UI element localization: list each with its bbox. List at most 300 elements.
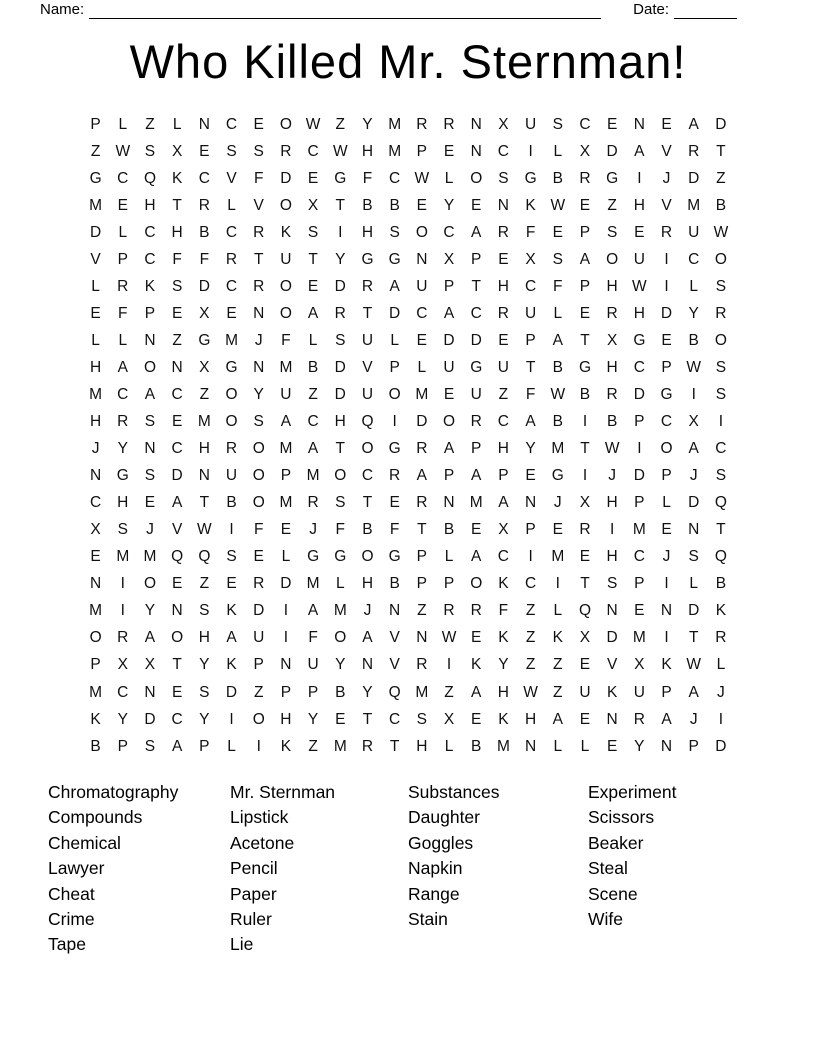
grid-cell: D: [688, 494, 700, 512]
grid-cell: D: [688, 602, 700, 620]
grid-cell: U: [688, 223, 700, 241]
grid-cell: C: [497, 413, 509, 431]
grid-cell: F: [308, 629, 318, 647]
grid-cell: W: [523, 683, 538, 701]
grid-row: [82, 300, 735, 327]
grid-cell: M: [388, 142, 402, 160]
grid-row: [82, 571, 735, 598]
grid-cell: J: [146, 521, 154, 539]
grid-cell: U: [470, 385, 482, 403]
grid-cell: O: [279, 277, 292, 295]
grid-cell: E: [471, 521, 482, 539]
grid-cell: R: [361, 277, 374, 295]
grid-cell: A: [280, 413, 292, 431]
grid-cell: S: [171, 277, 183, 295]
grid-cell: W: [713, 223, 729, 241]
grid-cell: C: [117, 169, 129, 187]
word-list-item: Experiment: [588, 782, 677, 802]
grid-cell: P: [443, 575, 455, 593]
grid-cell: A: [634, 142, 645, 160]
grid-cell: U: [633, 683, 645, 701]
grid-cell: I: [582, 467, 588, 485]
grid-cell: J: [309, 521, 317, 539]
grid-cell: O: [660, 440, 673, 458]
word-list-item: Scene: [588, 883, 638, 904]
grid-cell: M: [496, 737, 510, 755]
grid-cell: T: [525, 358, 536, 376]
grid-cell: N: [171, 358, 183, 376]
grid-cell: Z: [498, 385, 509, 403]
grid-cell: D: [198, 277, 210, 295]
grid-cell: V: [389, 629, 400, 647]
header: [40, 1, 737, 19]
grid-cell: E: [498, 331, 509, 349]
grid-cell: I: [338, 223, 343, 241]
grid-cell: O: [443, 413, 456, 431]
grid-cell: E: [90, 304, 101, 322]
grid-cell: X: [199, 358, 210, 376]
grid-cell: V: [226, 169, 237, 187]
grid-cell: C: [443, 223, 455, 241]
grid-cell: M: [143, 548, 157, 566]
grid-cell: Z: [417, 602, 427, 620]
grid-cell: Z: [308, 737, 318, 755]
grid-cell: T: [716, 142, 726, 160]
grid-row: [82, 354, 735, 381]
grid-cell: W: [332, 142, 348, 160]
grid-cell: C: [416, 304, 428, 322]
grid-cell: E: [525, 467, 536, 485]
grid-cell: H: [144, 196, 156, 214]
grid-cell: N: [633, 115, 645, 133]
grid-cell: D: [715, 737, 727, 755]
grid-cell: K: [171, 169, 183, 187]
grid-cell: D: [715, 115, 727, 133]
grid-cell: H: [89, 413, 102, 431]
grid-cell: O: [89, 629, 102, 647]
grid-cell: A: [171, 737, 183, 755]
grid-cell: L: [444, 169, 454, 187]
grid-row: [82, 138, 735, 165]
grid-cell: R: [117, 629, 129, 647]
grid-row: [82, 273, 735, 300]
grid-cell: P: [443, 277, 455, 295]
grid-cell: E: [498, 250, 509, 268]
grid-cell: D: [606, 629, 618, 647]
grid-row: [82, 327, 735, 354]
grid-cell: G: [578, 358, 591, 376]
grid-cell: G: [334, 169, 347, 187]
grid-cell: A: [688, 440, 699, 458]
grid-row: [82, 246, 735, 273]
grid-cell: A: [552, 331, 563, 349]
grid-cell: G: [551, 467, 564, 485]
grid-cell: I: [392, 413, 397, 431]
grid-cell: H: [198, 440, 210, 458]
grid-cell: C: [171, 440, 183, 458]
grid-cell: G: [388, 440, 401, 458]
grid-cell: C: [225, 277, 238, 295]
grid-cell: A: [688, 115, 699, 133]
grid-cell: F: [553, 277, 563, 295]
grid-cell: W: [550, 385, 566, 403]
grid-cell: K: [280, 223, 292, 241]
grid-cell: H: [606, 494, 618, 512]
grid-cell: L: [91, 331, 100, 349]
grid-cell: V: [90, 250, 101, 268]
grid-cell: P: [634, 413, 645, 431]
grid-cell: A: [171, 494, 183, 512]
grid-cell: C: [361, 467, 374, 485]
grid-cell: I: [528, 548, 533, 566]
grid-cell: W: [686, 656, 702, 674]
grid-cell: K: [498, 710, 509, 728]
grid-cell: T: [253, 250, 264, 268]
grid-cell: M: [469, 494, 483, 512]
grid-cell: C: [389, 710, 401, 728]
grid-cell: I: [256, 737, 261, 755]
grid-cell: S: [715, 467, 727, 485]
grid-cell: B: [471, 737, 482, 755]
grid-cell: M: [632, 521, 646, 539]
grid-cell: I: [446, 656, 452, 674]
grid-cell: D: [280, 169, 292, 187]
grid-cell: G: [633, 331, 646, 349]
grid-cell: C: [497, 142, 509, 160]
grid-cell: O: [334, 467, 347, 485]
grid-cell: D: [633, 467, 645, 485]
grid-cell: P: [117, 737, 128, 755]
grid-cell: E: [552, 223, 563, 241]
grid-cell: S: [552, 250, 563, 268]
grid-cell: E: [661, 521, 672, 539]
grid-cell: V: [661, 142, 672, 160]
grid-cell: T: [172, 656, 182, 674]
grid-cell: B: [715, 196, 727, 214]
grid-cell: G: [660, 385, 673, 403]
grid-cell: P: [117, 250, 128, 268]
grid-cell: N: [253, 304, 265, 322]
grid-row: [82, 381, 735, 408]
grid-cell: L: [444, 548, 454, 566]
grid-cell: N: [253, 358, 265, 376]
grid-cell: Q: [714, 548, 727, 566]
grid-cell: R: [117, 413, 129, 431]
grid-cell: T: [362, 494, 373, 512]
grid-cell: V: [606, 656, 618, 674]
grid-cell: E: [661, 115, 672, 133]
grid-cell: P: [525, 331, 536, 349]
grid-cell: F: [253, 169, 264, 187]
grid-cell: E: [471, 629, 482, 647]
grid-cell: D: [606, 142, 618, 160]
grid-cell: A: [443, 304, 455, 322]
grid-cell: N: [89, 575, 102, 593]
grid-cell: I: [283, 629, 289, 647]
word-list-item: Chromatography: [48, 782, 179, 802]
grid-cell: W: [115, 142, 131, 160]
grid-cell: S: [715, 358, 727, 376]
word-list-item: Beaker: [588, 832, 644, 853]
grid-cell: D: [389, 304, 401, 322]
grid-cell: Q: [198, 548, 211, 566]
grid-cell: H: [497, 277, 509, 295]
grid-cell: Y: [362, 115, 373, 133]
grid-cell: I: [555, 575, 560, 593]
grid-cell: G: [116, 467, 129, 485]
grid-cell: R: [470, 413, 482, 431]
grid-cell: Z: [172, 331, 182, 349]
grid-cell: V: [253, 196, 264, 214]
grid-cell: J: [553, 494, 562, 512]
grid-cell: F: [172, 250, 182, 268]
grid-row: [82, 598, 735, 625]
grid-cell: P: [416, 142, 428, 160]
grid-cell: A: [144, 385, 156, 403]
grid-cell: M: [333, 602, 347, 620]
grid-cell: J: [254, 331, 263, 349]
grid-cell: Z: [335, 115, 346, 133]
grid-cell: F: [335, 521, 346, 539]
grid-cell: I: [610, 521, 615, 539]
grid-cell: O: [470, 169, 483, 187]
grid-cell: O: [714, 250, 727, 268]
grid-cell: O: [171, 629, 184, 647]
grid-cell: R: [117, 277, 129, 295]
grid-cell: L: [118, 223, 128, 241]
grid-cell: E: [253, 115, 264, 133]
grid-row: [82, 436, 735, 463]
name-blank-line: [89, 3, 601, 19]
grid-cell: E: [171, 683, 183, 701]
grid-cell: P: [199, 737, 210, 755]
grid-cell: E: [606, 737, 618, 755]
grid-cell: E: [471, 710, 482, 728]
grid-cell: B: [389, 575, 400, 593]
grid-cell: M: [279, 494, 293, 512]
word-list-item: Acetone: [230, 832, 295, 853]
grid-cell: O: [252, 440, 265, 458]
grid-cell: R: [253, 223, 265, 241]
grid-cell: I: [664, 277, 669, 295]
grid-cell: D: [334, 385, 346, 403]
grid-cell: F: [281, 331, 291, 349]
word-list-item: Lawyer: [48, 858, 105, 879]
grid-cell: H: [361, 575, 374, 593]
grid-cell: Y: [307, 710, 319, 728]
grid-cell: O: [252, 467, 265, 485]
grid-cell: K: [606, 683, 618, 701]
grid-cell: D: [225, 683, 238, 701]
grid-cell: T: [335, 196, 346, 214]
word-list-item: Wife: [588, 909, 623, 930]
grid-cell: H: [606, 548, 618, 566]
grid-cell: C: [497, 548, 509, 566]
grid-cell: Y: [443, 196, 455, 214]
grid-cell: L: [227, 196, 236, 214]
grid-cell: C: [524, 575, 537, 593]
grid-cell: A: [307, 304, 319, 322]
grid-cell: O: [143, 575, 156, 593]
grid-cell: Z: [525, 656, 536, 674]
grid-cell: W: [632, 277, 647, 295]
grid-cell: A: [661, 710, 672, 728]
grid-cell: M: [687, 196, 701, 214]
grid-cell: N: [524, 494, 537, 512]
grid-cell: T: [580, 575, 590, 593]
grid-cell: C: [633, 358, 645, 376]
grid-cell: X: [443, 710, 455, 728]
grid-row: [82, 652, 735, 679]
grid-cell: Z: [553, 683, 563, 701]
grid-cell: L: [172, 115, 182, 133]
grid-cell: U: [443, 358, 455, 376]
grid-cell: M: [388, 115, 402, 133]
grid-cell: L: [580, 737, 590, 755]
grid-cell: P: [416, 548, 428, 566]
grid-cell: U: [280, 250, 292, 268]
word-list-item: Paper: [230, 883, 277, 904]
word-list-item: Goggles: [408, 832, 474, 853]
word-list-column: [230, 780, 335, 958]
grid-row: [82, 517, 735, 544]
grid-cell: X: [117, 656, 128, 674]
grid-cell: P: [144, 304, 156, 322]
grid-cell: K: [226, 656, 237, 674]
grid-cell: S: [335, 331, 346, 349]
grid-cell: G: [388, 250, 401, 268]
grid-cell: D: [416, 413, 428, 431]
grid-cell: P: [661, 683, 672, 701]
grid-cell: X: [579, 494, 591, 512]
grid-cell: X: [443, 250, 455, 268]
grid-cell: B: [443, 521, 455, 539]
grid-cell: H: [171, 223, 183, 241]
grid-row: [82, 544, 735, 571]
grid-cell: C: [198, 169, 210, 187]
grid-cell: O: [225, 413, 238, 431]
grid-cell: Y: [117, 710, 128, 728]
word-list-item: Crime: [48, 909, 95, 930]
grid-row: [82, 165, 735, 192]
grid-cell: V: [389, 656, 400, 674]
grid-cell: Y: [199, 656, 210, 674]
grid-cell: L: [689, 277, 699, 295]
grid-cell: D: [633, 385, 645, 403]
grid-cell: N: [144, 683, 156, 701]
grid-cell: B: [552, 413, 563, 431]
grid-cell: C: [117, 385, 129, 403]
grid-cell: S: [498, 169, 509, 187]
grid-cell: W: [197, 521, 212, 539]
grid-cell: P: [280, 683, 292, 701]
grid-cell: R: [416, 115, 428, 133]
grid-cell: A: [688, 683, 699, 701]
grid-cell: J: [363, 602, 372, 620]
grid-cell: A: [362, 629, 373, 647]
grid-cell: E: [280, 521, 292, 539]
grid-cell: I: [691, 385, 696, 403]
grid-cell: F: [253, 521, 264, 539]
grid-cell: J: [662, 548, 671, 566]
grid-cell: T: [172, 196, 182, 214]
grid-cell: C: [171, 385, 183, 403]
grid-cell: X: [90, 521, 101, 539]
grid-cell: P: [688, 737, 699, 755]
grid-cell: A: [471, 223, 482, 241]
grid-row: [82, 625, 735, 652]
name-label: Name:: [40, 1, 85, 18]
grid-cell: Z: [444, 683, 454, 701]
grid-row: [82, 679, 735, 706]
grid-cell: A: [498, 494, 509, 512]
grid-cell: M: [551, 440, 565, 458]
grid-cell: A: [471, 467, 482, 485]
word-list-item: Tape: [48, 934, 86, 955]
grid-cell: P: [307, 683, 319, 701]
grid-cell: E: [171, 575, 183, 593]
grid-cell: P: [661, 358, 672, 376]
grid-cell: J: [91, 440, 100, 458]
grid-cell: H: [361, 223, 374, 241]
date-label: Date:: [633, 1, 669, 18]
grid-cell: R: [280, 142, 292, 160]
grid-cell: U: [280, 385, 292, 403]
grid-cell: R: [225, 440, 238, 458]
grid-cell: H: [117, 494, 129, 512]
grid-cell: H: [334, 413, 346, 431]
grid-cell: C: [307, 142, 319, 160]
grid-cell: K: [280, 737, 292, 755]
grid-cell: T: [335, 440, 346, 458]
grid-cell: C: [225, 223, 238, 241]
grid-cell: E: [579, 656, 591, 674]
grid-cell: R: [633, 710, 645, 728]
grid-cell: O: [225, 385, 238, 403]
grid-cell: O: [470, 575, 483, 593]
grid-cell: H: [280, 710, 292, 728]
grid-cell: G: [470, 358, 483, 376]
grid-cell: V: [661, 196, 672, 214]
grid-cell: P: [443, 467, 455, 485]
grid-cell: B: [362, 521, 373, 539]
grid-cell: O: [279, 304, 292, 322]
grid-cell: K: [144, 277, 156, 295]
grid-cell: B: [552, 169, 563, 187]
grid-cell: Q: [143, 169, 156, 187]
grid-cell: N: [606, 602, 618, 620]
grid-cell: Z: [716, 169, 726, 187]
grid-cell: N: [524, 737, 537, 755]
grid-cell: O: [606, 250, 619, 268]
grid-cell: G: [606, 169, 619, 187]
grid-cell: E: [171, 413, 183, 431]
grid-cell: P: [90, 115, 101, 133]
grid-cell: L: [91, 277, 100, 295]
grid-cell: C: [660, 413, 673, 431]
grid-cell: X: [525, 250, 536, 268]
grid-cell: W: [305, 115, 321, 133]
grid-cell: L: [662, 494, 671, 512]
grid-cell: S: [715, 385, 727, 403]
grid-cell: O: [361, 548, 374, 566]
grid-cell: K: [525, 196, 536, 214]
grid-cell: Y: [688, 304, 699, 322]
grid-cell: M: [89, 683, 103, 701]
grid-cell: D: [89, 223, 102, 241]
grid-cell: H: [198, 629, 210, 647]
grid-cell: M: [279, 358, 293, 376]
